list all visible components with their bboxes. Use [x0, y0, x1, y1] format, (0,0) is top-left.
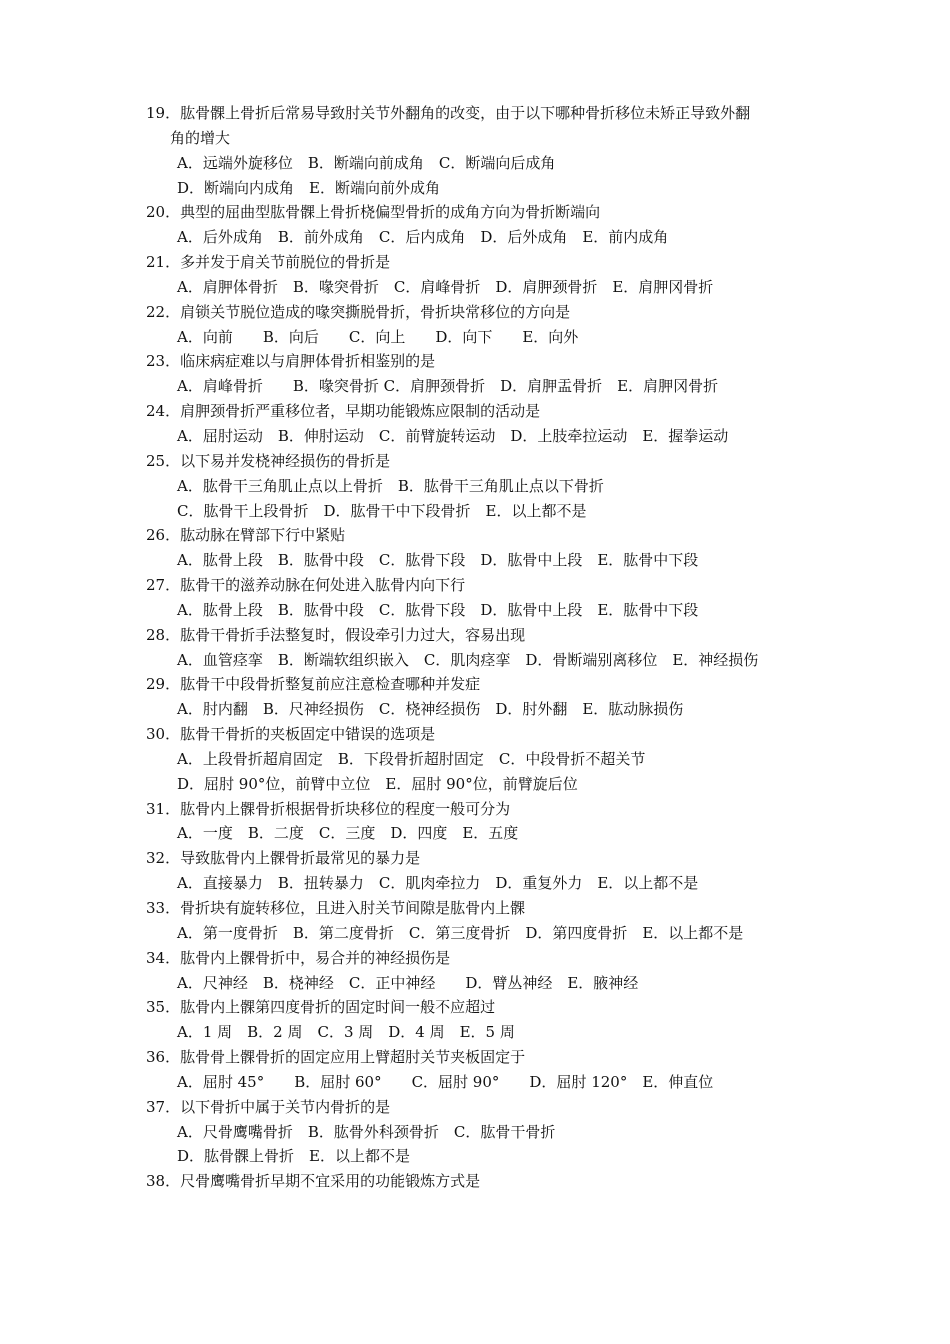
question-item	[146, 250, 826, 300]
question-item	[146, 523, 826, 573]
question-item	[146, 722, 826, 797]
answer-options: A．屈肘运动 B．伸肘运动 C．前臂旋转运动 D．上肢牵拉运动 E．握拳运动	[177, 426, 729, 445]
answer-options: A．远端外旋移位 B．断端向前成角 C．断端向后成角	[177, 153, 556, 172]
question-stem: 33．骨折块有旋转移位，且进入肘关节间隙是肱骨内上髁	[146, 899, 526, 917]
question-list	[146, 101, 826, 1194]
question-item	[146, 797, 826, 847]
answer-options: A．肱骨干三角肌止点以上骨折 B．肱骨干三角肌止点以下骨折	[177, 476, 604, 495]
answer-options: D．肱骨髁上骨折 E．以上都不是	[177, 1147, 410, 1166]
answer-options: A．上段骨折超肩固定 B．下段骨折超肘固定 C．中段骨折不超关节	[177, 749, 646, 768]
answer-options: D．屈肘 90°位，前臂中立位 E．屈肘 90°位，前臂旋后位	[177, 774, 578, 793]
answer-options: A．肱骨上段 B．肱骨中段 C．肱骨下段 D．肱骨中上段 E．肱骨中下段	[177, 600, 699, 619]
question-stem: 25．以下易并发桡神经损伤的骨折是	[146, 451, 391, 470]
question-stem: 27．肱骨干的滋养动脉在何处进入肱骨内向下行	[146, 576, 466, 595]
answer-options: A．直接暴力 B．扭转暴力 C．肌肉牵拉力 D．重复外力 E．以上都不是	[177, 874, 699, 893]
question-item	[146, 995, 826, 1045]
answer-options: A．1 周 B．2 周 C．3 周 D．4 周 E．5 周	[177, 1023, 515, 1042]
answer-options: A．肩峰骨折 B．喙突骨折 C．肩胛颈骨折 D．肩胛盂骨折 E．肩胛冈骨折	[177, 377, 719, 396]
question-item	[146, 846, 826, 896]
question-item	[146, 101, 826, 200]
question-item	[146, 349, 826, 399]
question-item	[146, 300, 826, 350]
question-stem: 22．肩锁关节脱位造成的喙突撕脱骨折，骨折块常移位的方向是	[146, 302, 571, 321]
question-stem: 38．尺骨鹰嘴骨折早期不宜采用的功能锻炼方式是	[146, 1172, 481, 1191]
question-item	[146, 1169, 826, 1194]
question-item	[146, 200, 826, 250]
answer-options: A．屈肘 45° B．屈肘 60° C．屈肘 90° D．屈肘 120° E．伸直位	[177, 1072, 714, 1091]
question-stem: 36．肱骨骨上髁骨折的固定应用上臂超肘关节夹板固定于	[146, 1048, 526, 1067]
question-stem: 34．肱骨内上髁骨折中，易合并的神经损伤是	[146, 948, 451, 967]
question-stem: 26．肱动脉在臂部下行中紧贴	[146, 526, 346, 545]
answer-options: A．向前 B．向后 C．向上 D．向下 E．向外	[177, 327, 579, 346]
answer-options: A．第一度骨折 B．第二度骨折 C．第三度骨折 D．第四度骨折 E．以上都不是	[177, 923, 744, 942]
question-stem: 24．肩胛颈骨折严重移位者，早期功能锻炼应限制的活动是	[146, 402, 541, 421]
answer-options: C．肱骨干上段骨折 D．肱骨干中下段骨折 E．以上都不是	[177, 501, 587, 520]
question-stem: 角的增大	[170, 128, 231, 147]
question-item	[146, 573, 826, 623]
question-stem: 21．多并发于肩关节前脱位的骨折是	[146, 253, 391, 272]
answer-options: A．肱骨上段 B．肱骨中段 C．肱骨下段 D．肱骨中上段 E．肱骨中下段	[177, 551, 699, 570]
question-stem: 32．导致肱骨内上髁骨折最常见的暴力是	[146, 849, 421, 868]
answer-options: A．血管痉挛 B．断端软组织嵌入 C．肌肉痉挛 D．骨断端别离移位 E．神经损伤	[177, 650, 759, 669]
answer-options: A．尺骨鹰嘴骨折 B．肱骨外科颈骨折 C．肱骨干骨折	[177, 1122, 556, 1141]
answer-options: A．后外成角 B．前外成角 C．后内成角 D．后外成角 E．前内成角	[177, 228, 669, 247]
question-stem: 20．典型的屈曲型肱骨髁上骨折桡偏型骨折的成角方向为骨折断端向	[146, 203, 601, 222]
question-stem: 35．肱骨内上髁第四度骨折的固定时间一般不应超过	[146, 998, 496, 1017]
question-item	[146, 946, 826, 996]
answer-options: A．一度 B．二度 C．三度 D．四度 E．五度	[177, 824, 519, 843]
question-stem: 28．肱骨干骨折手法整复时，假设牵引力过大，容易出现	[146, 625, 526, 644]
question-item	[146, 623, 826, 673]
question-item	[146, 1095, 826, 1170]
question-item	[146, 896, 826, 946]
question-stem: 23．临床病症难以与肩胛体骨折相鉴别的是	[146, 352, 436, 371]
question-stem: 19．肱骨髁上骨折后常易导致肘关节外翻角的改变，由于以下哪种骨折移位未矫正导致外翻	[146, 104, 751, 122]
question-item	[146, 449, 826, 524]
question-item	[146, 399, 826, 449]
question-stem: 30．肱骨干骨折的夹板固定中错误的选项是	[146, 725, 436, 744]
question-stem: 29．肱骨干中段骨折整复前应注意检查哪种并发症	[146, 675, 481, 694]
question-item	[146, 672, 826, 722]
answer-options: A．肩胛体骨折 B．喙突骨折 C．肩峰骨折 D．肩胛颈骨折 E．肩胛冈骨折	[177, 277, 714, 296]
question-stem: 31．肱骨内上髁骨折根据骨折块移位的程度一般可分为	[146, 799, 511, 818]
question-stem: 37．以下骨折中属于关节内骨折的是	[146, 1097, 391, 1116]
answer-options: A．肘内翻 B．尺神经损伤 C．桡神经损伤 D．肘外翻 E．肱动脉损伤	[177, 700, 684, 719]
question-item	[146, 1045, 826, 1095]
answer-options: A．尺神经 B．桡神经 C．正中神经 D．臂丛神经 E．腋神经	[177, 973, 639, 992]
answer-options: D．断端向内成角 E．断端向前外成角	[177, 178, 440, 197]
